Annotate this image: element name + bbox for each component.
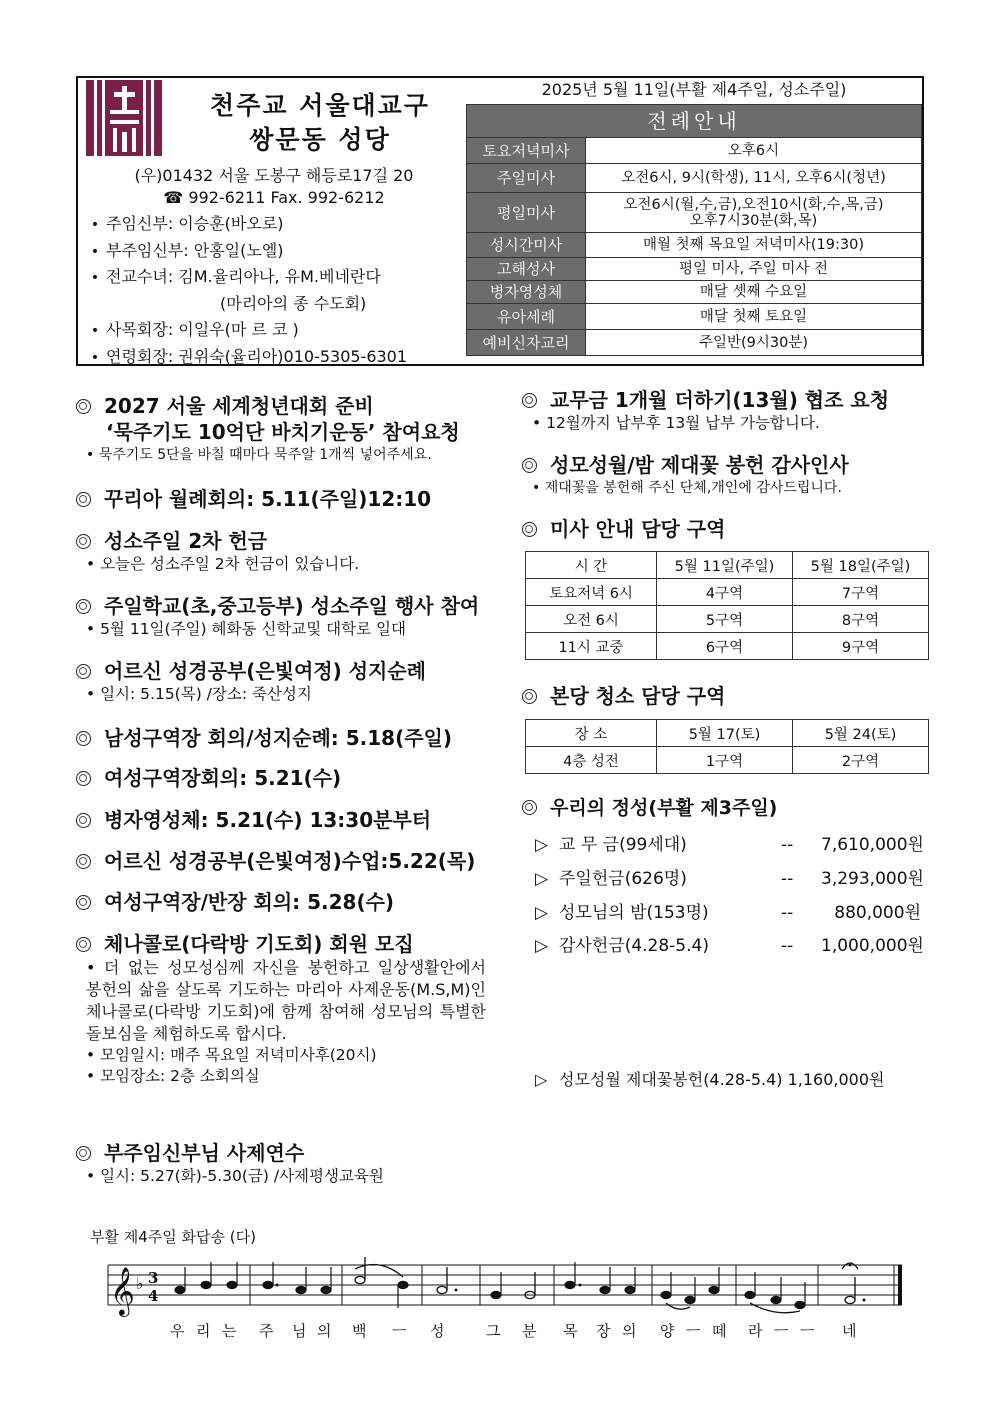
offering-row: ▷ 성모님의 밤(153명) -- 880,000원 <box>535 900 921 926</box>
circle-mark-icon <box>76 937 91 952</box>
table-row: 예비신자교리 주일반(9시30분) <box>467 330 922 356</box>
liturgy-table <box>466 104 922 356</box>
flower-offering: ▷ 성모성월 제대꽃봉헌(4.28-5.4) 1,160,000원 <box>535 1067 885 1093</box>
lyric-syllable: 분 <box>522 1322 537 1340</box>
triangle-right-icon: ▷ <box>535 869 549 889</box>
offering-row: ▷ 감사헌금(4.28-5.4) -- 1,000,000원 <box>535 933 921 959</box>
staff-item: • 사목회장: 이일우(마 르 코 ) <box>90 320 299 339</box>
circle-mark-icon <box>76 534 91 549</box>
parish-name: 천주교 서울대교구 <box>210 91 430 120</box>
table-row: 주일미사 오전6시, 9시(학생), 11시, 오후6시(청년) <box>467 164 922 193</box>
lyric-syllable: 는 <box>222 1322 237 1340</box>
circle-mark-icon <box>76 813 91 828</box>
notice-bible-study: 어르신 성경공부(은빛여정)수업:5.22(목) <box>72 848 492 874</box>
table-row: 토요저녁 6시 4구역 7구역 <box>526 579 929 606</box>
liturgy-title-row <box>467 105 922 138</box>
table-header-row: 시 간 5월 11일(주일) 5월 18일(주일) <box>526 552 929 579</box>
lyric-syllable: 떼 <box>712 1322 727 1340</box>
address: (우)01432 서울 도봉구 해등로17길 20 <box>134 166 414 185</box>
table-row: 병자영성체 매달 셋째 수요일 <box>467 281 922 304</box>
lyric-syllable: ㅡ <box>392 1322 407 1340</box>
liturgy-title: 전례안내 <box>467 105 922 138</box>
parish-subname: 쌍문동 성당 <box>249 125 391 154</box>
notice-sick-communion: 병자영성체: 5.21(수) 13:30분부터 <box>72 807 492 833</box>
lyric-syllable: 백 <box>352 1322 367 1340</box>
lyric-syllable: 리 <box>196 1322 211 1340</box>
circle-mark-icon <box>522 393 537 408</box>
offering-row: ▷ 교 무 금(99세대) -- 7,610,000원 <box>535 832 921 858</box>
circle-mark-icon <box>76 1146 91 1161</box>
circle-mark-icon <box>76 599 91 614</box>
table-row: 오전 6시 5구역 8구역 <box>526 606 929 633</box>
triangle-right-icon: ▷ <box>535 1070 548 1089</box>
notice-pilgrimage: 어르신 성경공부(은빛여정) 성지순례 • 일시: 5.15(목) /장소: 죽산성지 <box>72 658 492 705</box>
notice-youth-day: 2027 서울 세계청년대회 준비 ‘묵주기도 10억단 바치기운동’ 참여요청 • 묵주기도 5단을 바칠 때마다 묵주알 1개씩 넣어주세요. <box>72 393 492 466</box>
table-row: 토요저녁미사 오후6시 <box>467 138 922 164</box>
hymn-title: 부활 제4주일 화답송 (다) <box>90 1228 256 1246</box>
lyric-syllable: 우 <box>170 1322 185 1340</box>
circle-mark-icon <box>76 895 91 910</box>
table-row: 평일미사 오전6시(월,수,금),오전10시(화,수,목,금) 오후7시30분(화,목) <box>467 193 922 233</box>
mass-guide-table <box>525 551 929 660</box>
triangle-right-icon: ▷ <box>535 936 549 956</box>
table-header-row: 장 소 5월 17(토) 5월 24(토) <box>526 720 929 747</box>
triangle-right-icon: ▷ <box>535 835 549 855</box>
lyric-syllable: ㅡ <box>774 1322 789 1340</box>
table-row: 4층 성전 1구역 2구역 <box>526 747 929 774</box>
notice-vocation-collection: 성소주일 2차 헌금 • 오늘은 성소주일 2차 헌금이 있습니다. <box>72 528 492 575</box>
notice-mens-meeting: 남성구역장 회의/성지순례: 5.18(주일) <box>72 725 492 751</box>
circle-mark-icon <box>522 458 537 473</box>
notice-leaders-meeting: 여성구역장/반장 회의: 5.28(수) <box>72 889 492 915</box>
staff-list <box>84 211 464 370</box>
notice-womens-meeting: 여성구역장회의: 5.21(수) <box>72 765 492 791</box>
lyric-syllable: 라 <box>748 1322 763 1340</box>
lyric-syllable: 장 <box>596 1322 611 1340</box>
lyric-syllable: 님 <box>292 1322 307 1340</box>
table-row: 유아세례 매달 첫째 토요일 <box>467 304 922 330</box>
lyric-syllable: 의 <box>622 1322 637 1340</box>
circle-mark-icon <box>76 731 91 746</box>
notice-priest-training: 부주임신부님 사제연수 • 일시: 5.27(화)-5.30(금) /사제평생교육원 <box>72 1140 492 1187</box>
notice-curia: 꾸리아 월례회의: 5.11(주일)12:10 <box>72 486 492 512</box>
circle-mark-icon <box>76 399 91 414</box>
triangle-right-icon: ▷ <box>535 903 549 923</box>
notice-flower-thanks: 성모성월/밤 제대꽃 봉헌 감사인사 • 제대꽃을 봉헌해 주신 단체,개인에 감사드립니다. <box>518 452 928 499</box>
staff-item: • 부주임신부: 안홍일(노엘) <box>90 240 284 260</box>
music-staff <box>100 1255 910 1317</box>
svg-text:♭: ♭ <box>136 1274 144 1293</box>
lyric-syllable: 그 <box>486 1322 501 1340</box>
lyric-syllable: 의 <box>317 1322 332 1340</box>
staff-item: (마리아의 종 수도회) <box>220 293 367 313</box>
notice-cenacolo: 체나콜로(다락방 기도회) 회원 모집 • 더 없는 성모성심께 자신을 봉헌하고 일상생활안에서 봉헌의 삶을 살도록 기도하는 마리아 사제운동(M.S,M)인 체나콜로(다락방 기도회)에 함께 참여해 성모님의 특별한 돌보심을 체험하도록 합시다. • 모임일시: 매주 목요일 저녁미사후(20시) • 모임장소: 2층 소회의실 <box>72 931 492 1087</box>
lyric-syllable: 성 <box>430 1322 445 1340</box>
notice-cleaning: 본당 청소 담당 구역 <box>518 683 928 709</box>
circle-mark-icon <box>76 664 91 679</box>
circle-mark-icon <box>76 771 91 786</box>
lyric-syllable: 네 <box>842 1322 857 1340</box>
lyric-syllable: 주 <box>259 1322 274 1340</box>
notice-offerings: 우리의 정성(부활 제3주일) <box>518 795 928 821</box>
phone-fax: ☎ 992-6211 Fax. 992-6212 <box>163 188 385 207</box>
circle-mark-icon <box>76 854 91 869</box>
circle-mark-icon <box>522 689 537 704</box>
lyric-syllable: 목 <box>563 1322 578 1340</box>
svg-text:𝄞: 𝄞 <box>110 1266 135 1315</box>
circle-mark-icon <box>76 492 91 507</box>
staff-item: • 전교수녀: 김M.율리아나, 유M.베네란다 <box>90 267 381 286</box>
staff-item: • 주임신부: 이승훈(바오로) <box>90 214 284 233</box>
table-row: 성시간미사 매월 첫째 목요일 저녁미사(19:30) <box>467 233 922 258</box>
staff-item: • 연령회장: 권위숙(율리아)010-5305-6301 <box>90 346 408 366</box>
table-row: 11시 교중 6구역 9구역 <box>526 633 929 660</box>
notice-13th-month: 교무금 1개월 더하기(13월) 협조 요청 • 12월까지 납부후 13월 납부 가능합니다. <box>518 387 928 434</box>
circle-mark-icon <box>522 800 537 815</box>
table-row: 고해성사 평일 미사, 주일 미사 전 <box>467 258 922 281</box>
notice-mass-guide: 미사 안내 담당 구역 <box>518 516 928 542</box>
bulletin-date: 2025년 5월 11일(부활 제4주일, 성소주일) <box>541 80 847 99</box>
church-logo-icon <box>86 80 162 156</box>
offering-row: ▷ 주일헌금(626명) -- 3,293,000원 <box>535 866 921 892</box>
cleaning-table <box>525 719 929 774</box>
lyric-syllable: ㅡ <box>800 1322 815 1340</box>
lyric-syllable: 양 <box>660 1322 675 1340</box>
circle-mark-icon <box>522 522 537 537</box>
lyric-syllable: ㅡ <box>686 1322 701 1340</box>
svg-text:3: 3 <box>148 1269 159 1287</box>
notice-sunday-school: 주일학교(초,중고등부) 성소주일 행사 참여 • 5월 11일(주일) 혜화동 신학교및 대학로 일대 <box>72 593 492 640</box>
svg-text:4: 4 <box>148 1287 159 1305</box>
